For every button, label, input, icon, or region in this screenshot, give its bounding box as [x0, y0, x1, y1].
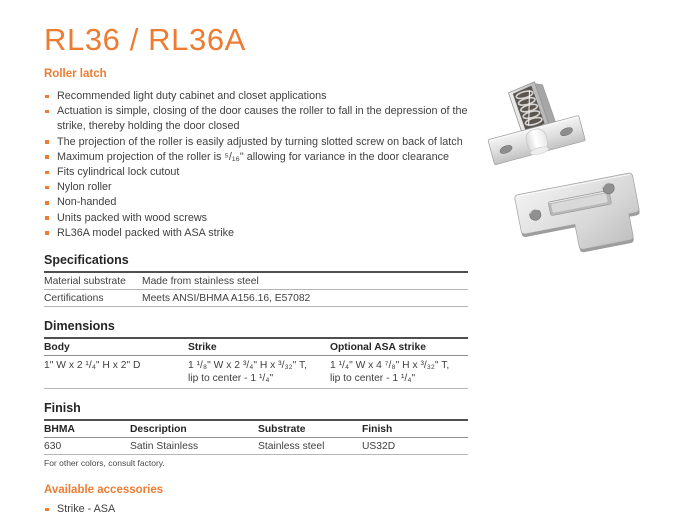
column-header: Optional ASA strike — [330, 341, 426, 353]
dimension-value: lip to center - 1 ¹/₄" — [188, 373, 274, 385]
feature-item: Fits cylindrical lock cutout — [44, 165, 496, 180]
finish-bhma-cell: 630 — [44, 440, 62, 452]
dimension-value: 1" W x 2 ¹/₄" H x 2" D — [44, 359, 141, 371]
dimension-value: 1 ¹/₈" W x 2 ³/₄" H x ³/₃₂" T, — [188, 359, 307, 371]
dimension-value: 1 ¹/₄" W x 4 ⁷/₈" H x ³/₃₂" T, — [330, 359, 450, 371]
column-header: BHMA — [44, 423, 75, 435]
finish-finish-cell: US32D — [362, 440, 396, 452]
specifications-section — [44, 253, 468, 307]
table-header-row — [44, 339, 468, 356]
specifications-heading: Specifications — [44, 253, 129, 268]
column-header: Body — [44, 341, 70, 353]
dimension-asa-cell — [330, 359, 468, 386]
feature-item: Recommended light duty cabinet and closet applications — [44, 89, 496, 104]
column-header: Substrate — [258, 423, 306, 435]
specifications-table — [44, 271, 468, 307]
feature-item: The projection of the roller is easily adjusted by turning slotted screw on back of latch — [44, 135, 496, 150]
feature-item: Actuation is simple, closing of the door causes the roller to fall in the depression of the strike, thereby holding the door closed — [44, 104, 496, 134]
feature-item: Non-handed — [44, 195, 496, 210]
asa-strike-photo — [509, 163, 653, 270]
table-row — [44, 273, 468, 290]
main-content — [44, 68, 468, 517]
table-row — [44, 438, 468, 455]
feature-item: Units packed with wood screws — [44, 211, 496, 226]
table-row — [44, 356, 468, 389]
finish-section — [44, 401, 468, 468]
dimensions-section — [44, 319, 468, 389]
accessories-list — [44, 502, 496, 517]
column-header: Finish — [362, 423, 393, 435]
spec-value: Made from stainless steel — [142, 275, 259, 287]
feature-item: RL36A model packed with ASA strike — [44, 226, 496, 241]
feature-item: Nylon roller — [44, 180, 496, 195]
dimension-body-cell — [44, 359, 188, 386]
dimensions-table — [44, 337, 468, 389]
dimensions-heading: Dimensions — [44, 319, 115, 334]
feature-list — [44, 89, 496, 241]
dimension-strike-cell — [188, 359, 330, 386]
finish-table — [44, 419, 468, 455]
product-subtitle: Roller latch — [44, 68, 107, 80]
column-header: Description — [130, 423, 187, 435]
finish-description-cell: Satin Stainless — [130, 440, 199, 452]
asa-strike-illustration — [509, 163, 653, 265]
accessory-item: Strike - ASA — [44, 502, 496, 517]
spec-label: Certifications — [44, 292, 104, 304]
page-title: RL36 / RL36A — [44, 22, 246, 57]
accessories-section — [44, 484, 468, 517]
finish-heading: Finish — [44, 401, 81, 416]
spec-value: Meets ANSI/BHMA A156.16, E57082 — [142, 292, 311, 304]
table-row — [44, 290, 468, 307]
dimension-value: lip to center - 1 ¹/₄" — [330, 373, 416, 385]
finish-footnote: For other colors, consult factory. — [44, 458, 165, 469]
spec-label: Material substrate — [44, 275, 126, 287]
feature-item: Maximum projection of the roller is ⁵/₁₆" allowing for variance in the door clearance — [44, 150, 496, 165]
column-header: Strike — [188, 341, 217, 353]
accessories-heading: Available accessories — [44, 484, 164, 497]
finish-substrate-cell: Stainless steel — [258, 440, 325, 452]
table-header-row — [44, 421, 468, 438]
